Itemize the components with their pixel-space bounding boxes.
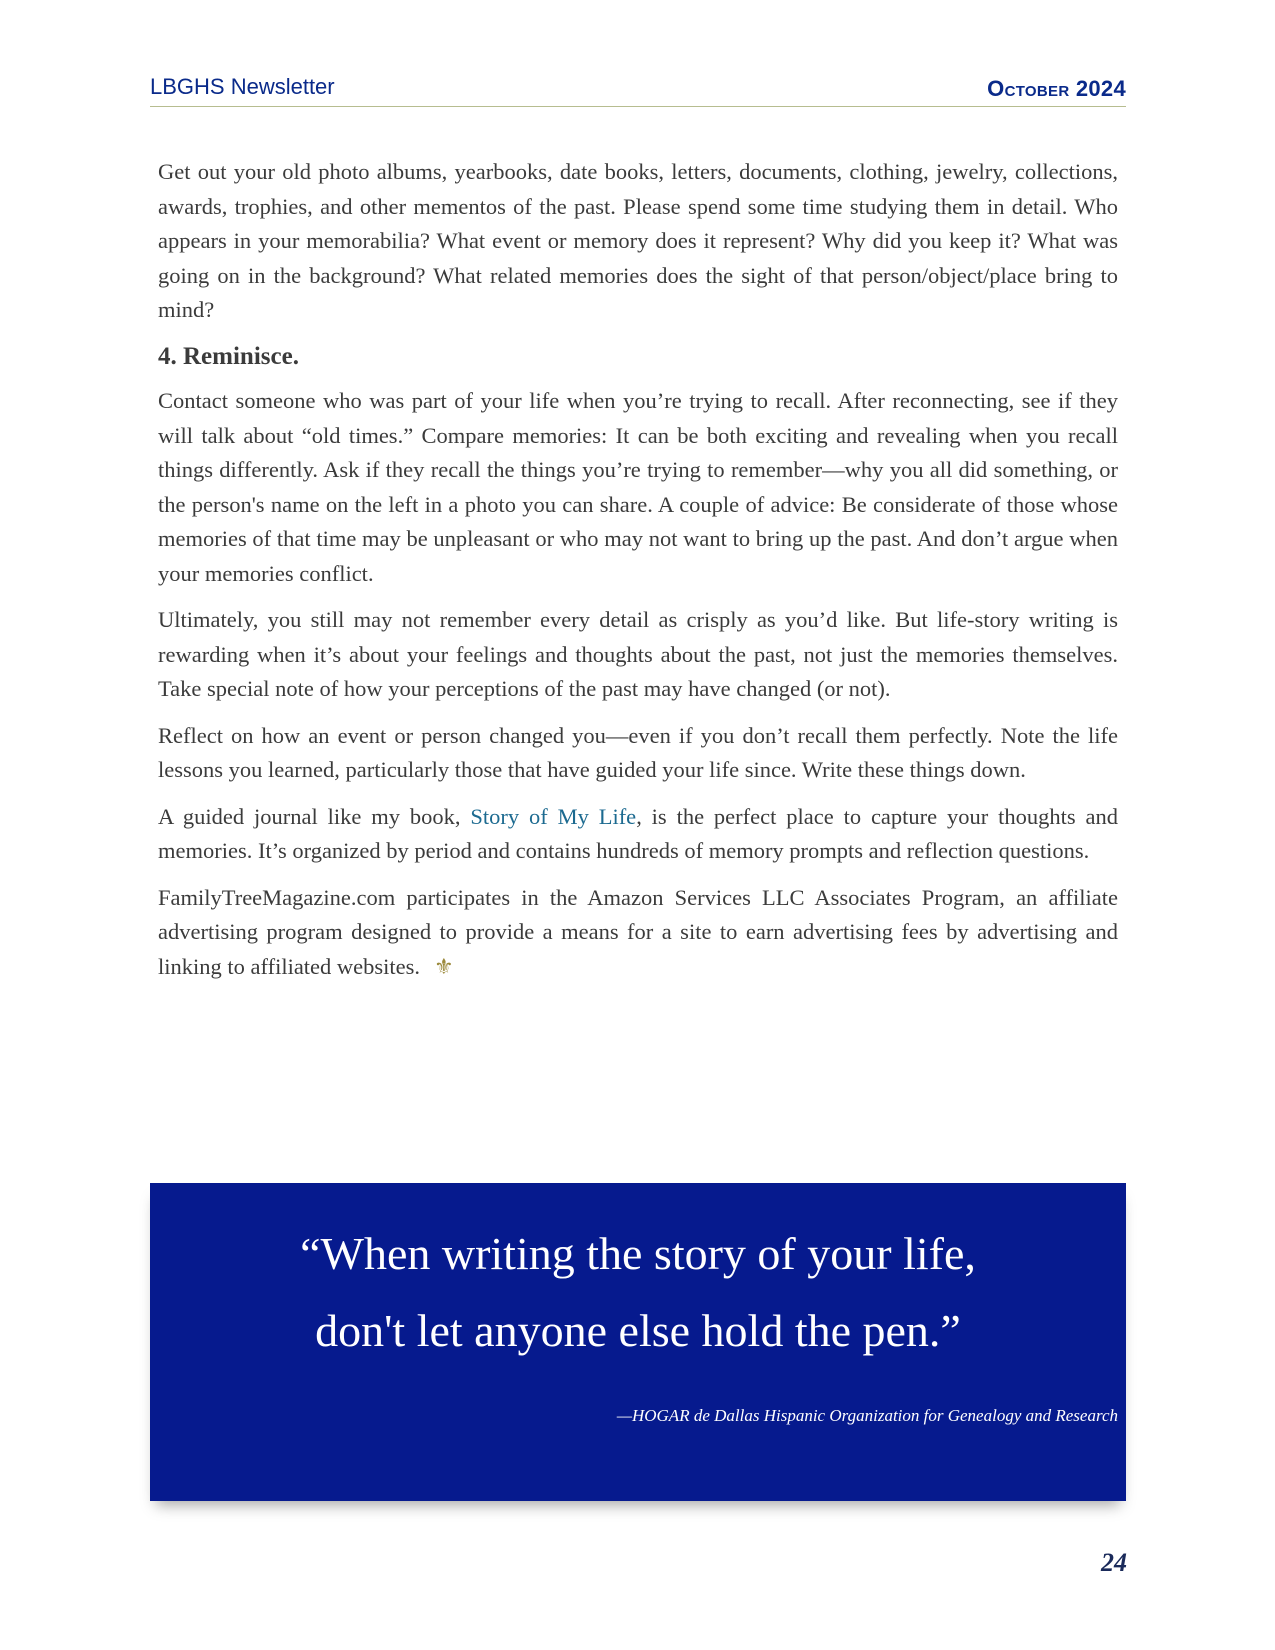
paragraph-memorabilia: Get out your old photo albums, yearbooks, date books, letters, documents, clothing, jewelry, collections, awards, trophies, and other mementos of the past. Please spend some time studying them in detail. Who appears in your memorabilia? What event or memory does it represent? Why did you keep it? What was going on in the background? What related memories does the sight of that person/object/place bring to mind? [158,159,1118,322]
affiliate-text: FamilyTreeMagazine.com participates in the Amazon Services LLC Associates Program, an affiliate advertising program designed to provide a means for a site to earn advertising fees by advertising and linking to affiliated websites. [158,884,1118,979]
quote-attribution: —HOGAR de Dallas Hispanic Organization for Genealogy and Research [616,1406,1118,1425]
issue-date: October 2024 [987,76,1126,101]
page-header [150,74,1126,107]
quote-line-2: don't let anyone else hold the pen.” [315,1305,961,1356]
paragraph-reflect: Reflect on how an event or person changed you—even if you don’t recall them perfectly. Note the life lessons you learned, particularly those that have guided your life since. Write these things down. [158,722,1118,782]
page-number: 24 [1101,1548,1127,1577]
quote-box [150,1183,1126,1501]
paragraph-guided-journal [158,800,1118,869]
journal-text-after: , is the perfect place to capture your thoughts and memories. It’s organized by period and contains hundreds of memory prompts and reflection questions. [158,803,1119,863]
journal-text-before: A guided journal like my book, [158,803,471,829]
fleur-de-lis-icon: ⚜ [434,953,454,979]
story-of-my-life-link[interactable]: Story of My Life [470,803,637,829]
section-heading-reminisce: 4. Reminisce. [158,342,299,370]
quote-line-1: “When writing the story of your life, [300,1228,976,1279]
article-body [158,155,1118,996]
paragraph-ultimately: Ultimately, you still may not remember every detail as crisply as you’d like. But life-story writing is rewarding when it’s about your feelings and thoughts about the past, not just the memories themselves. Take special note of how your perceptions of the past may have changed (or not). [158,607,1118,701]
paragraph-contact: Contact someone who was part of your life when you’re trying to recall. After reconnecting, see if they will talk about “old times.” Compare memories: It can be both exciting and revealing when you recall things differently. Ask if they recall the things you’re trying to remember—why you all did something, or the person's name on the left in a photo you can share. A couple of advice: Be considerate of those whose memories of that time may be unpleasant or who may not want to bring up the past. And don’t argue when your memories conflict. [158,388,1118,586]
paragraph-affiliate [158,881,1118,985]
newsletter-title: LBGHS Newsletter [150,74,335,99]
